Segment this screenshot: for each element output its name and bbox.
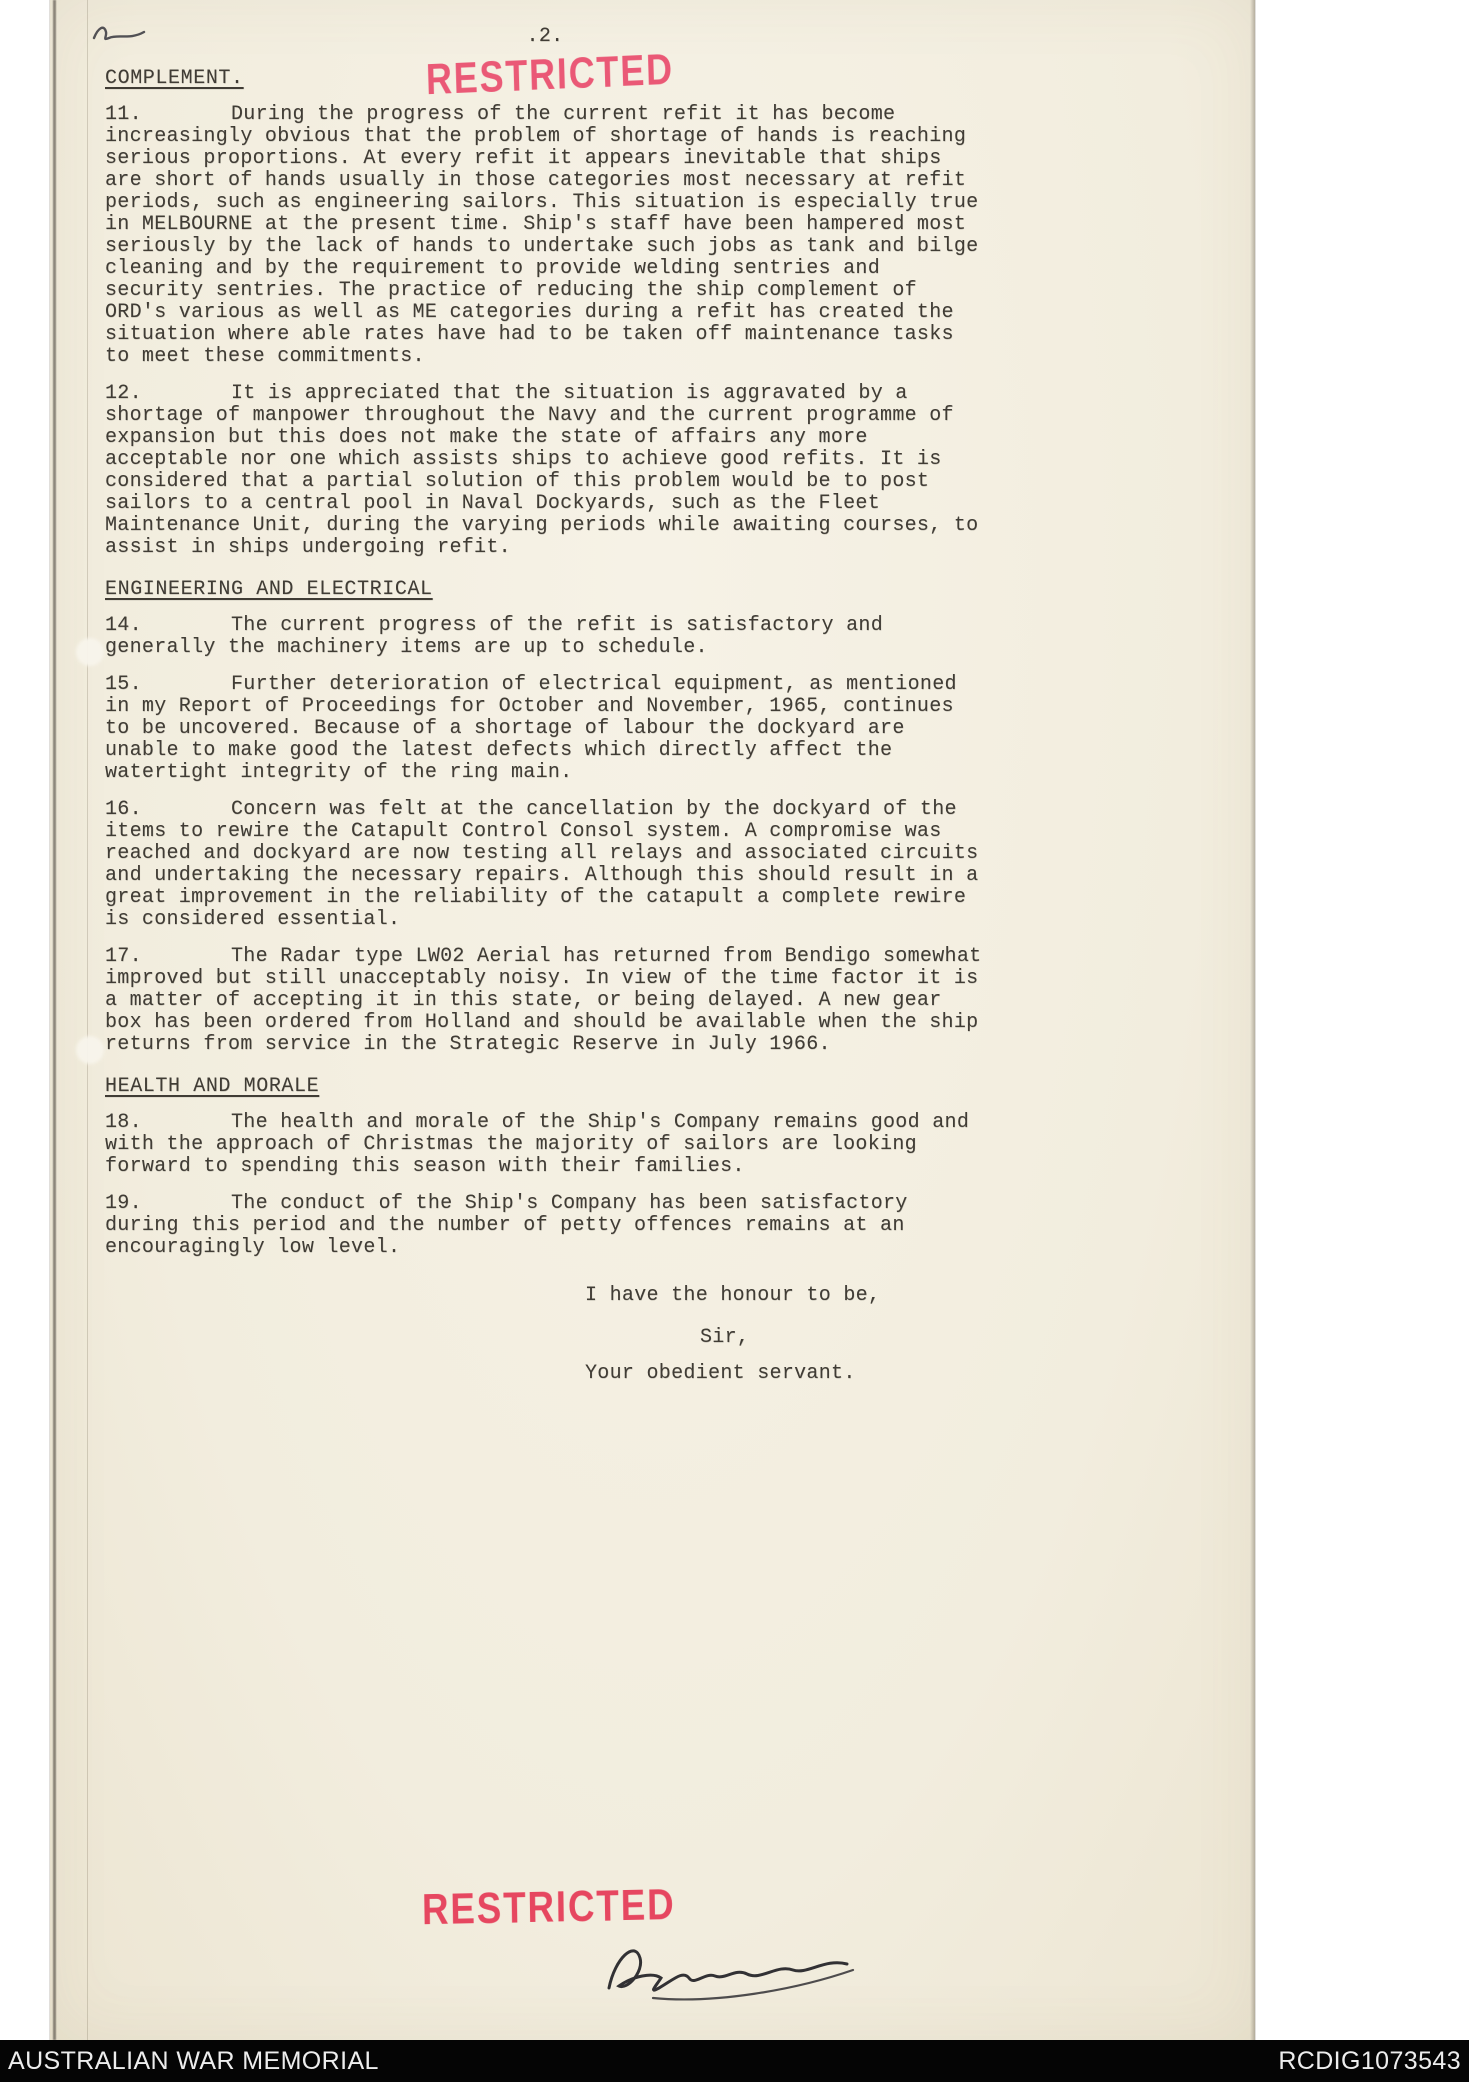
paragraph-text: The conduct of the Ship's Company has been satisfactory during this period and the number of petty offences remains at an encouragingly low level. xyxy=(105,1192,908,1259)
closing-line-sir: Sir, xyxy=(700,1326,750,1349)
paragraph-number: 16. xyxy=(105,798,142,821)
paragraph xyxy=(105,674,985,784)
footer-reference-id: RCDIG1073543 xyxy=(1278,2046,1461,2075)
paragraph-text: It is appreciated that the situation is aggravated by a shortage of manpower throughout the Navy and the current programme of expansion but this does not make the state of affairs any more acceptable nor one which assists ships to achieve good refits. It is considered that a partial solution of this problem would be to post sailors to a central pool in Naval Dockyards, such as the Fleet Maintenance Unit, during the varying periods while awaiting courses, to assist in ships undergoing refit. xyxy=(105,382,979,559)
page-number: .2. xyxy=(526,25,564,48)
paragraph-text: The current progress of the refit is satisfactory and generally the machinery items are up to schedule. xyxy=(105,614,884,659)
closing-line-honour: I have the honour to be, xyxy=(585,1284,881,1307)
paragraph-text: The health and morale of the Ship's Company remains good and with the approach of Christmas the majority of sailors are looking forward to spending this season with their families. xyxy=(105,1111,970,1178)
paragraph xyxy=(105,104,985,368)
paragraph-number: 12. xyxy=(105,382,142,405)
paragraph-number: 15. xyxy=(105,673,142,696)
paragraph-text: Further deterioration of electrical equipment, as mentioned in my Report of Proceedings for October and November, 1965, continues to be uncovered. Because of a shortage of labour the dockyard are unable to make good the latest defects which directly affect the watertight integrity of the ring main. xyxy=(105,673,957,784)
paragraph xyxy=(105,615,985,659)
paragraph-text: During the progress of the current refit it has become increasingly obvious that the problem of shortage of hands is reaching serious proportions. At every refit it appears inevitable that ships are short of hands usually in those categories most necessary at refit periods, such as engineering sailors. This situation is especially true in MELBOURNE at the present time. Ship's staff have been hampered most seriously by the lack of hands to undertake such jobs as tank and bilge cleaning and by the requirement to provide welding sentries and security sentries. The practice of reducing the ship complement of ORD's various as well as ME categories during a refit has created the situation where able rates have had to be taken off maintenance tasks to meet these commitments. xyxy=(105,103,979,368)
typewritten-content xyxy=(50,0,985,1385)
section-heading: ENGINEERING AND ELECTRICAL xyxy=(105,578,433,601)
footer-bar xyxy=(0,2040,1469,2082)
section-heading: HEALTH AND MORALE xyxy=(105,1075,320,1098)
document-page xyxy=(50,0,1255,2040)
paragraph xyxy=(105,1193,985,1259)
closing-block xyxy=(105,1285,985,1385)
paragraph-number: 17. xyxy=(105,945,142,968)
paragraph xyxy=(105,946,985,1056)
paragraph-number: 11. xyxy=(105,103,142,126)
section-heading: COMPLEMENT. xyxy=(105,67,244,90)
paragraph xyxy=(105,383,985,559)
paragraph-number: 14. xyxy=(105,614,142,637)
restricted-stamp-bottom: RESTRICTED xyxy=(421,1880,676,1935)
signature xyxy=(595,1928,865,2018)
section-health-and-morale xyxy=(105,1076,985,1259)
footer-archive-name: AUSTRALIAN WAR MEMORIAL xyxy=(8,2046,379,2075)
paragraph xyxy=(105,799,985,931)
paragraph-text: Concern was felt at the cancellation by the dockyard of the items to rewire the Catapult Control Consol system. A compromise was reached and dockyard are now testing all relays and associated circuits and undertaking the necessary repairs. Although this should result in a great improvement in the reliability of the catapult a complete rewire is considered essential. xyxy=(105,798,979,931)
paragraph-number: 18. xyxy=(105,1111,142,1134)
closing-line-servant: Your obedient servant. xyxy=(585,1362,856,1385)
paragraph-text: The Radar type LW02 Aerial has returned from Bendigo somewhat improved but still unacceptably noisy. In view of the time factor it is a matter of accepting it in this state, or being delayed. A new gear box has been ordered from Holland and should be available when the ship returns from service in the Strategic Reserve in July 1966. xyxy=(105,945,982,1056)
restricted-stamp-top: RESTRICTED xyxy=(425,45,675,105)
paragraph xyxy=(105,1112,985,1178)
paragraph-number: 19. xyxy=(105,1192,142,1215)
section-complement xyxy=(105,68,985,559)
section-engineering-and-electrical xyxy=(105,579,985,1056)
